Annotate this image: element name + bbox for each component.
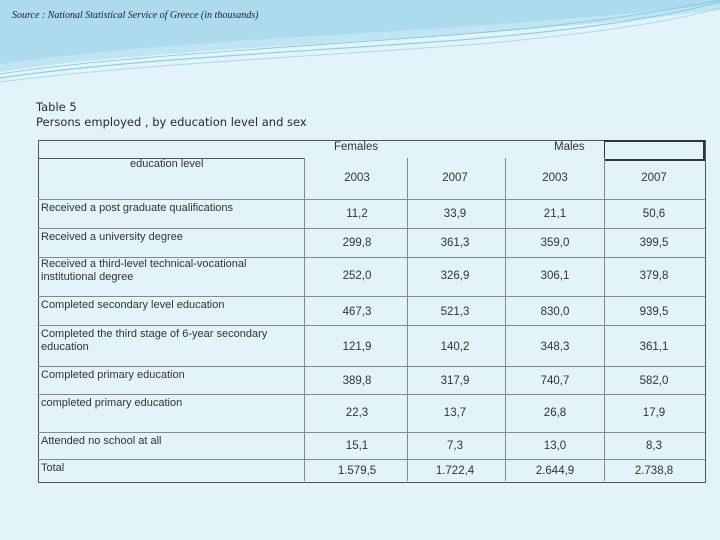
table-cell: 1.579,5 [337, 465, 377, 477]
row-label: Attended no school at all [41, 435, 162, 447]
table-title-block [36, 100, 307, 130]
year-header: 2007 [442, 172, 468, 184]
table-cell: 2.738,8 [634, 465, 674, 477]
table-caption: Persons employed , by education level and sex [36, 115, 307, 129]
year-header: 2003 [542, 172, 568, 184]
table-cell: 11,2 [346, 208, 368, 220]
table-cell: 361,1 [639, 341, 669, 353]
table-cell: 317,9 [440, 375, 470, 387]
row-label: Received a university degree [41, 231, 183, 243]
table-cell: 121,9 [342, 341, 372, 353]
row-label: Received a third-level technical-vocational institutional degree [41, 258, 247, 283]
row-label: Received a post graduate qualifications [41, 202, 234, 214]
males-group-header: Males [554, 141, 585, 153]
year-header: 2003 [344, 172, 370, 184]
education-level-header: education level [130, 158, 204, 170]
table-cell: 2.644,9 [535, 465, 575, 477]
column-divider [505, 158, 506, 481]
table-cell: 939,5 [639, 306, 669, 318]
column-divider [604, 158, 605, 481]
year-header: 2007 [641, 172, 667, 184]
column-divider [407, 158, 408, 481]
table-cell: 521,3 [440, 306, 470, 318]
row-label: Completed primary education [41, 369, 185, 381]
table-cell: 7,3 [447, 440, 463, 452]
source-note: Source : National Statistical Service of Greece (in thousands) [12, 10, 259, 21]
table-cell: 306,1 [540, 270, 570, 282]
table-cell: 348,3 [540, 341, 570, 353]
males-header-box [604, 140, 705, 161]
table-cell: 252,0 [342, 270, 372, 282]
table-cell: 467,3 [342, 306, 372, 318]
table-cell: 26,8 [543, 407, 567, 419]
table-cell: 33,9 [443, 208, 467, 220]
table-number: Table 5 [36, 100, 77, 114]
table-cell: 13,7 [443, 407, 467, 419]
table-cell: 13,0 [543, 440, 567, 452]
table-cell: 379,8 [639, 270, 669, 282]
row-label: completed primary education [41, 397, 183, 409]
table-cell: 399,5 [639, 237, 669, 249]
table-cell: 326,9 [440, 270, 470, 282]
table-cell: 830,0 [540, 306, 570, 318]
table-cell: 22,3 [345, 407, 369, 419]
row-label: Completed the third stage of 6-year secondary education [41, 328, 268, 353]
table-cell: 359,0 [540, 237, 570, 249]
table-cell: 361,3 [440, 237, 470, 249]
table-cell: 21,1 [543, 208, 567, 220]
table-cell: 582,0 [639, 375, 669, 387]
row-label: Completed secondary level education [41, 299, 225, 311]
table-cell: 299,8 [342, 237, 372, 249]
table-cell: 8,3 [646, 440, 662, 452]
table-cell: 17,9 [642, 407, 666, 419]
table-cell: 140,2 [440, 341, 470, 353]
column-divider [304, 158, 305, 481]
table-cell: 15,1 [345, 440, 369, 452]
table-cell: 1.722,4 [435, 465, 475, 477]
females-group-header: Females [334, 141, 379, 153]
table-cell: 50,6 [642, 208, 666, 220]
row-label: Total [41, 462, 65, 474]
table-cell: 389,8 [342, 375, 372, 387]
table-cell: 740,7 [540, 375, 570, 387]
